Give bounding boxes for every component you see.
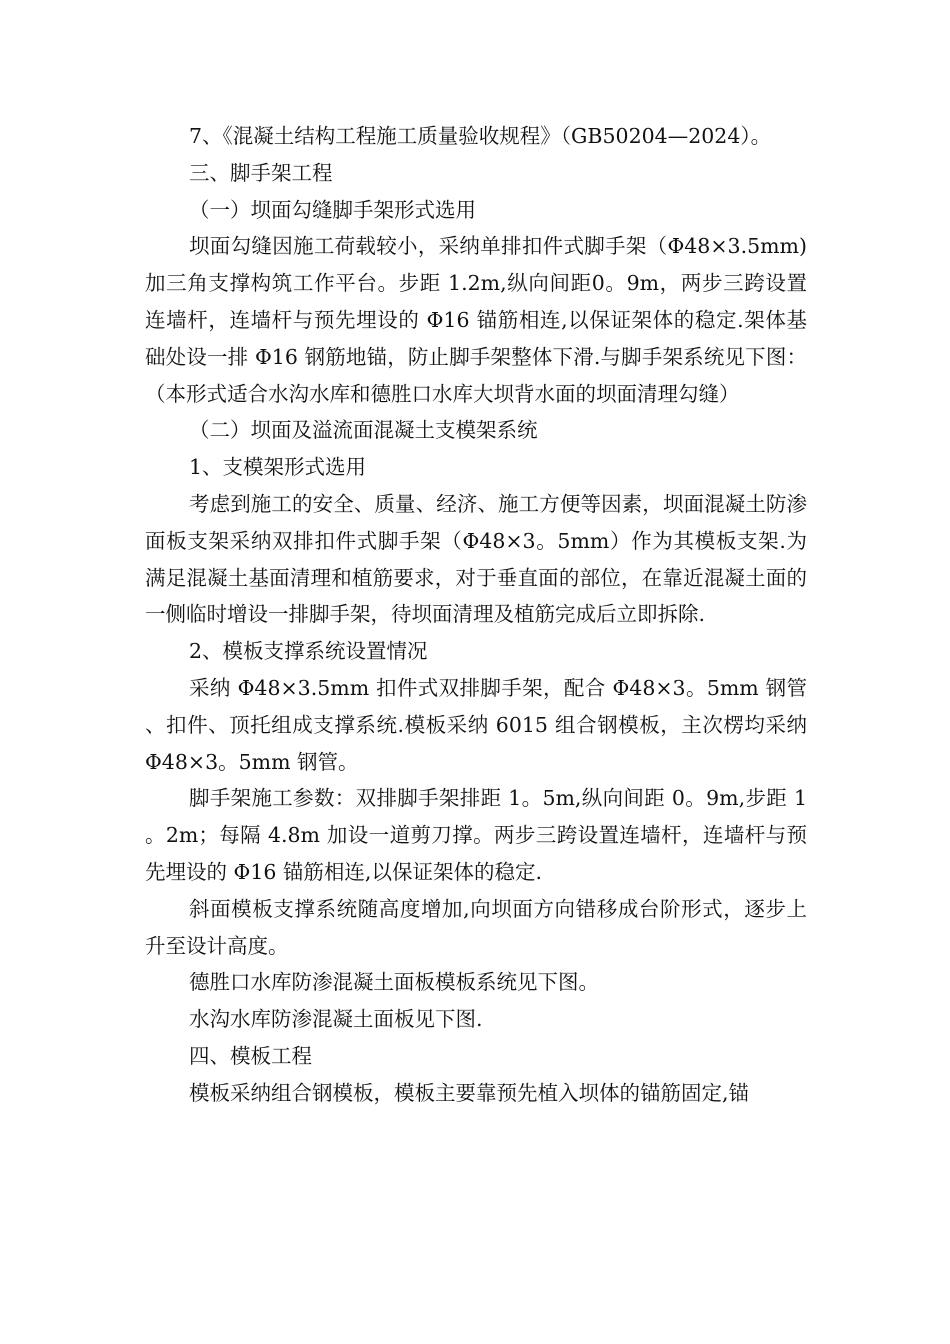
paragraph-standard-reference: 7、《混凝土结构工程施工质量验收规程》（GB50204—2024）。 [189,124,772,148]
paragraph-shuigou-figure-note: 水沟水库防渗混凝土面板见下图. [189,1007,483,1032]
item-heading-support-form: 1、支模架形式选用 [189,455,367,480]
paragraph-support-setup: 采纳 Φ48×3.5mm 扣件式双排脚手架，配合 Φ48×3。5mm 钢管、扣件、顶托组成支撑系统.模板采纳 6015 组合钢模板，主次楞均采纳 Φ48×3。5mm 钢管。 [145,675,807,774]
paragraph-scaffold-parameters: 脚手架施工参数：双排脚手架排距 1。5m,纵向间距 0。9m,步距 1。2m；每隔 4.8m 加设一道剪刀撑。两步三跨设置连墙杆，连墙杆与预先埋设的 Φ16 锚筋相连,以保证架体的稳定. [145,786,807,884]
paragraph-deshengkou-figure-note: 德胜口水库防渗混凝土面板模板系统见下图。 [189,970,599,995]
paragraph-slope-support: 斜面模板支撑系统随高度增加,向坝面方向错移成台阶形式，逐步上升至设计高度。 [145,896,807,958]
section-heading-formwork: 四、模板工程 [189,1043,312,1068]
subsection-heading-formwork-support: （二）坝面及溢流面混凝土支模架系统 [189,418,538,443]
paragraph-dam-pointing-scaffold: 坝面勾缝因施工荷载较小，采纳单排扣件式脚手架（Φ48×3.5mm)加三角支撑构筑工作平台。步距 1.2m,纵向间距0。9m，两步三跨设置连墙杆，连墙杆与预先埋设的 Φ16 锚筋相连,以保证架体的稳定.架体基础处设一排 Φ16 钢筋地锚，防止脚手架整体下滑.与脚手架系统见下图：（本形式适合水沟水库和德胜口水库大坝背水面的坝面清理勾缝） [145,234,807,406]
subsection-heading-dam-pointing-scaffold: （一）坝面勾缝脚手架形式选用 [189,197,476,222]
paragraph-support-form: 考虑到施工的安全、质量、经济、施工方便等因素，坝面混凝土防渗面板支架采纳双排扣件式脚手架（Φ48×3。5mm）作为其模板支架.为满足混凝土基面清理和植筋要求，对于垂直面的部位，在靠近混凝土面的一侧临时增设一排脚手架，待坝面清理及植筋完成后立即拆除. [145,491,807,627]
document-body [145,118,807,1112]
item-heading-support-setup: 2、模板支撑系统设置情况 [189,639,428,664]
section-heading-scaffolding: 三、脚手架工程 [189,160,333,185]
paragraph-formwork: 模板采纳组合钢模板，模板主要靠预先植入坝体的锚筋固定,锚 [189,1080,750,1105]
